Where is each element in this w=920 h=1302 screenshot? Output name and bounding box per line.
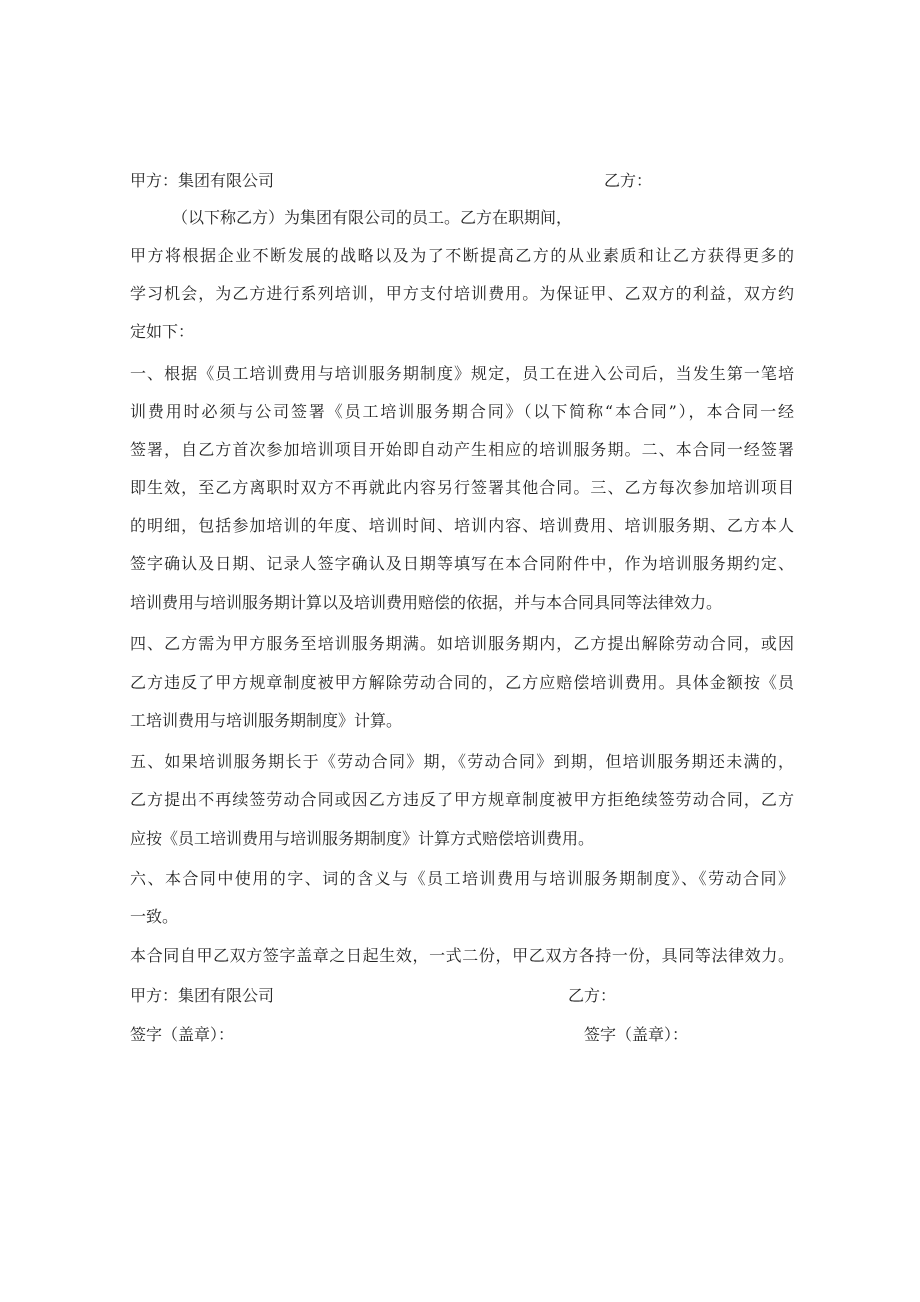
footer-party-a: 甲方：集团有限公司 xyxy=(130,986,275,1005)
clause-4-line: 乙方违反了甲方规章制度被甲方解除劳动合同的，乙方应赔偿培训费用。具体金额按《员 xyxy=(130,673,794,692)
clause-4-line: 四、乙方需为甲方服务至培训服务期满。如培训服务期内，乙方提出解除劳动合同，或因 xyxy=(130,634,794,653)
clause-3-line: 签字确认及日期、记录人签字确认及日期等填写在本合同附件中，作为培训服务期约定、 xyxy=(130,554,794,573)
clause-5-line: 应按《员工培训费用与培训服务期制度》计算方式赔偿培训费用。 xyxy=(130,829,595,848)
intro-line: （以下称乙方）为集团有限公司的员工。乙方在职期间， xyxy=(172,208,573,227)
header-party-a: 甲方：集团有限公司 xyxy=(130,171,275,190)
signature-a: 签字（盖章）： xyxy=(130,1025,235,1044)
effective-clause: 本合同自甲乙双方签字盖章之日起生效，一式二份，甲乙双方各持一份，具同等法律效力。 xyxy=(130,946,794,965)
body-line: 甲方将根据企业不断发展的战略以及为了不断提高乙方的从业素质和让乙方获得更多的 xyxy=(130,246,794,265)
clause-2-line: 即生效，至乙方离职时双方不再就此内容另行签署其他合同。三、乙方每次参加培训项目 xyxy=(130,478,794,497)
clause-5-line: 乙方提出不再续签劳动合同或因乙方违反了甲方规章制度被甲方拒绝续签劳动合同，乙方 xyxy=(130,790,794,809)
clause-1-line: 训费用时必须与公司签署《员工培训服务期合同》（以下简称“本合同”），本合同一经 xyxy=(130,402,794,421)
clause-3-line: 的明细，包括参加培训的年度、培训时间、培训内容、培训费用、培训服务期、乙方本人 xyxy=(130,516,794,535)
clause-6-line: 一致。 xyxy=(130,907,179,926)
clause-4-line: 工培训费用与培训服务期制度》计算。 xyxy=(130,711,403,730)
clause-5-line: 五、如果培训服务期长于《劳动合同》期，《劳动合同》到期，但培训服务期还未满的， xyxy=(130,752,794,771)
clause-3-line: 培训费用与培训服务期计算以及培训费用赔偿的依据，并与本合同具同等法律效力。 xyxy=(130,593,723,612)
header-party-b: 乙方： xyxy=(604,171,653,190)
clause-1-line: 一、根据《员工培训费用与培训服务期制度》规定，员工在进入公司后，当发生第一笔培 xyxy=(130,364,794,383)
signature-b: 签字（盖章）： xyxy=(584,1025,689,1044)
clause-6-line: 六、本合同中使用的字、词的含义与《员工培训费用与培训服务期制度》、《劳动合同》 xyxy=(130,869,794,888)
body-line: 定如下： xyxy=(130,322,195,341)
body-line: 学习机会，为乙方进行系列培训，甲方支付培训费用。为保证甲、乙双方的利益，双方约 xyxy=(130,284,794,303)
footer-party-b: 乙方： xyxy=(568,986,617,1005)
clause-1-line: 签署，自乙方首次参加培训项目开始即自动产生相应的培训服务期。二、本合同一经签署 xyxy=(130,440,794,459)
